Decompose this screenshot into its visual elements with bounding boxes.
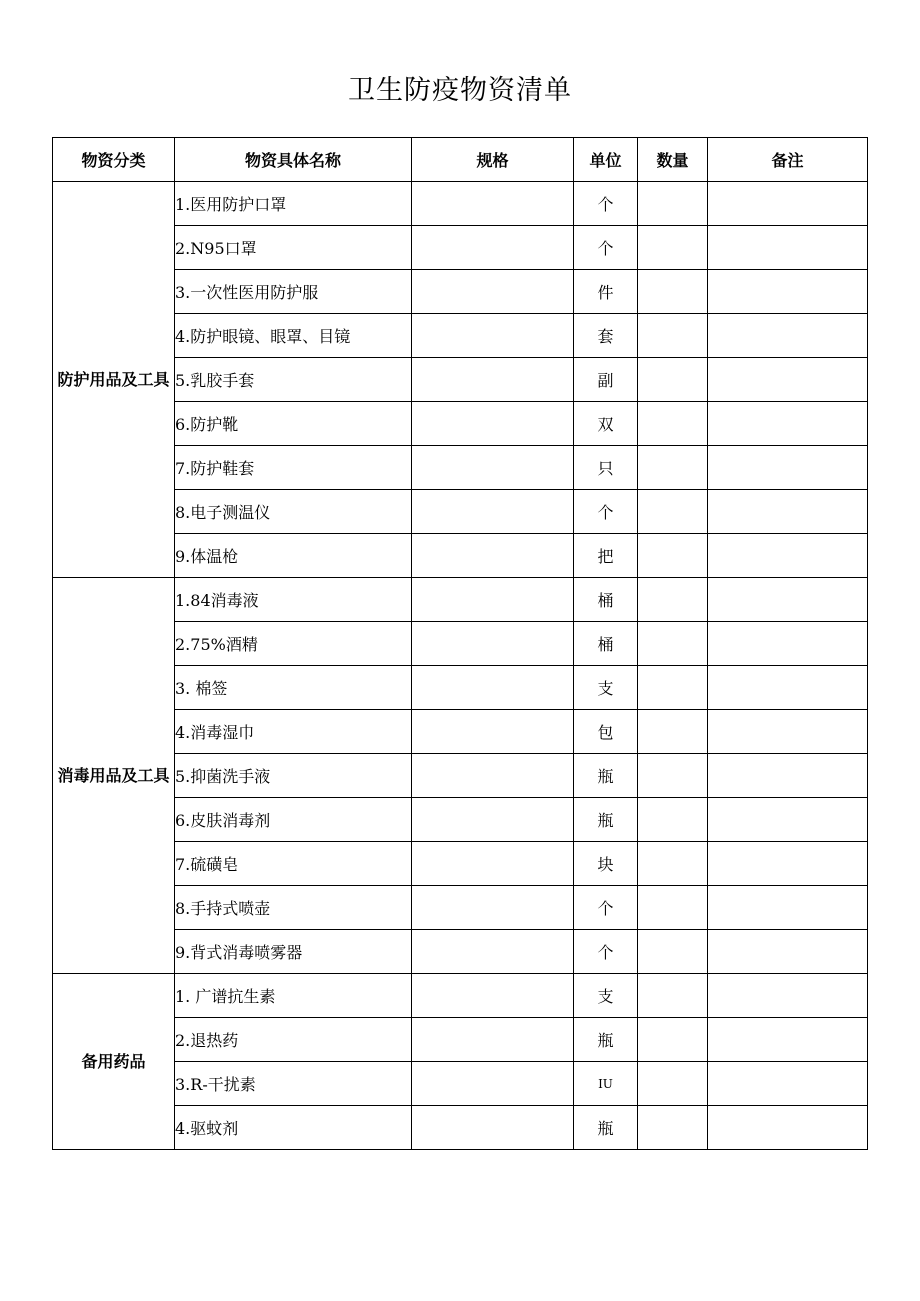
spec-cell <box>412 1018 574 1062</box>
item-name: 8.手持式喷壶 <box>175 886 412 930</box>
unit-cell: 瓶 <box>574 1106 638 1150</box>
item-name: 1.84消毒液 <box>175 578 412 622</box>
quantity-cell <box>638 182 708 226</box>
item-name: 7.防护鞋套 <box>175 446 412 490</box>
unit-cell: 个 <box>574 886 638 930</box>
quantity-cell <box>638 930 708 974</box>
spec-cell <box>412 622 574 666</box>
item-name: 3.一次性医用防护服 <box>175 270 412 314</box>
unit-cell: 块 <box>574 842 638 886</box>
table-row <box>53 1018 868 1062</box>
spec-cell <box>412 578 574 622</box>
spec-cell <box>412 226 574 270</box>
remark-cell <box>708 490 868 534</box>
table-row <box>53 666 868 710</box>
unit-cell: 套 <box>574 314 638 358</box>
unit-cell: 个 <box>574 930 638 974</box>
quantity-cell <box>638 974 708 1018</box>
table-row <box>53 622 868 666</box>
remark-cell <box>708 534 868 578</box>
table-row <box>53 226 868 270</box>
quantity-cell <box>638 402 708 446</box>
unit-cell: 只 <box>574 446 638 490</box>
table-row <box>53 710 868 754</box>
item-name: 6.皮肤消毒剂 <box>175 798 412 842</box>
quantity-cell <box>638 314 708 358</box>
spec-cell <box>412 314 574 358</box>
item-name: 1. 广谱抗生素 <box>175 974 412 1018</box>
item-name: 4.消毒湿巾 <box>175 710 412 754</box>
spec-cell <box>412 1062 574 1106</box>
table-row <box>53 1062 868 1106</box>
spec-cell <box>412 974 574 1018</box>
remark-cell <box>708 446 868 490</box>
item-name: 2.退热药 <box>175 1018 412 1062</box>
unit-cell: 瓶 <box>574 1018 638 1062</box>
unit-cell: 个 <box>574 490 638 534</box>
item-name: 4.防护眼镜、眼罩、目镜 <box>175 314 412 358</box>
remark-cell <box>708 666 868 710</box>
spec-cell <box>412 842 574 886</box>
item-name: 7.硫磺皂 <box>175 842 412 886</box>
item-name: 6.防护靴 <box>175 402 412 446</box>
item-name: 9.背式消毒喷雾器 <box>175 930 412 974</box>
quantity-cell <box>638 842 708 886</box>
remark-cell <box>708 1062 868 1106</box>
quantity-cell <box>638 622 708 666</box>
table-row <box>53 886 868 930</box>
inventory-table <box>52 137 868 1150</box>
quantity-cell <box>638 666 708 710</box>
spec-cell <box>412 710 574 754</box>
table-row <box>53 798 868 842</box>
unit-cell: 双 <box>574 402 638 446</box>
unit-cell: 个 <box>574 226 638 270</box>
remark-cell <box>708 1106 868 1150</box>
category-disinfection: 消毒用品及工具 <box>53 578 175 974</box>
page-title: 卫生防疫物资清单 <box>348 75 572 106</box>
spec-cell <box>412 886 574 930</box>
remark-cell <box>708 798 868 842</box>
spec-cell <box>412 446 574 490</box>
table-row <box>53 930 868 974</box>
unit-cell: 瓶 <box>574 754 638 798</box>
spec-cell <box>412 1106 574 1150</box>
spec-cell <box>412 182 574 226</box>
table-row <box>53 534 868 578</box>
remark-cell <box>708 886 868 930</box>
item-name: 5.抑菌洗手液 <box>175 754 412 798</box>
remark-cell <box>708 754 868 798</box>
header-unit: 单位 <box>574 138 638 182</box>
item-name: 2.75%酒精 <box>175 622 412 666</box>
remark-cell <box>708 1018 868 1062</box>
table-row <box>53 358 868 402</box>
spec-cell <box>412 490 574 534</box>
item-name: 3.R-干扰素 <box>175 1062 412 1106</box>
remark-cell <box>708 622 868 666</box>
item-name: 5.乳胶手套 <box>175 358 412 402</box>
remark-cell <box>708 842 868 886</box>
quantity-cell <box>638 754 708 798</box>
unit-cell: 个 <box>574 182 638 226</box>
item-name: 4.驱蚊剂 <box>175 1106 412 1150</box>
unit-cell: 支 <box>574 974 638 1018</box>
quantity-cell <box>638 710 708 754</box>
header-row <box>53 138 868 182</box>
header-spec: 规格 <box>412 138 574 182</box>
spec-cell <box>412 270 574 314</box>
quantity-cell <box>638 490 708 534</box>
table-row <box>53 314 868 358</box>
spec-cell <box>412 358 574 402</box>
table-row <box>53 1106 868 1150</box>
item-name: 9.体温枪 <box>175 534 412 578</box>
item-name: 8.电子测温仪 <box>175 490 412 534</box>
unit-cell: 件 <box>574 270 638 314</box>
remark-cell <box>708 182 868 226</box>
table-row <box>53 974 868 1018</box>
quantity-cell <box>638 578 708 622</box>
remark-cell <box>708 270 868 314</box>
spec-cell <box>412 930 574 974</box>
unit-cell: 包 <box>574 710 638 754</box>
quantity-cell <box>638 270 708 314</box>
quantity-cell <box>638 1018 708 1062</box>
table-row <box>53 754 868 798</box>
unit-cell: IU <box>574 1062 638 1106</box>
unit-cell: 桶 <box>574 578 638 622</box>
spec-cell <box>412 666 574 710</box>
quantity-cell <box>638 358 708 402</box>
category-medicine: 备用药品 <box>53 974 175 1150</box>
header-name: 物资具体名称 <box>175 138 412 182</box>
remark-cell <box>708 226 868 270</box>
remark-cell <box>708 974 868 1018</box>
header-quantity: 数量 <box>638 138 708 182</box>
remark-cell <box>708 930 868 974</box>
unit-cell: 桶 <box>574 622 638 666</box>
category-protective: 防护用品及工具 <box>53 182 175 578</box>
spec-cell <box>412 534 574 578</box>
quantity-cell <box>638 1106 708 1150</box>
quantity-cell <box>638 534 708 578</box>
spec-cell <box>412 402 574 446</box>
remark-cell <box>708 358 868 402</box>
spec-cell <box>412 798 574 842</box>
spec-cell <box>412 754 574 798</box>
header-category: 物资分类 <box>53 138 175 182</box>
item-name: 1.医用防护口罩 <box>175 182 412 226</box>
unit-cell: 副 <box>574 358 638 402</box>
unit-cell: 瓶 <box>574 798 638 842</box>
remark-cell <box>708 314 868 358</box>
quantity-cell <box>638 446 708 490</box>
unit-cell: 把 <box>574 534 638 578</box>
item-name: 2.N95口罩 <box>175 226 412 270</box>
table-row <box>53 182 868 226</box>
remark-cell <box>708 710 868 754</box>
quantity-cell <box>638 226 708 270</box>
table-row <box>53 270 868 314</box>
table-row <box>53 402 868 446</box>
unit-cell: 支 <box>574 666 638 710</box>
quantity-cell <box>638 798 708 842</box>
table-row <box>53 446 868 490</box>
table-row <box>53 578 868 622</box>
table-row <box>53 490 868 534</box>
quantity-cell <box>638 886 708 930</box>
table-row <box>53 842 868 886</box>
remark-cell <box>708 578 868 622</box>
quantity-cell <box>638 1062 708 1106</box>
item-name: 3. 棉签 <box>175 666 412 710</box>
remark-cell <box>708 402 868 446</box>
header-remark: 备注 <box>708 138 868 182</box>
